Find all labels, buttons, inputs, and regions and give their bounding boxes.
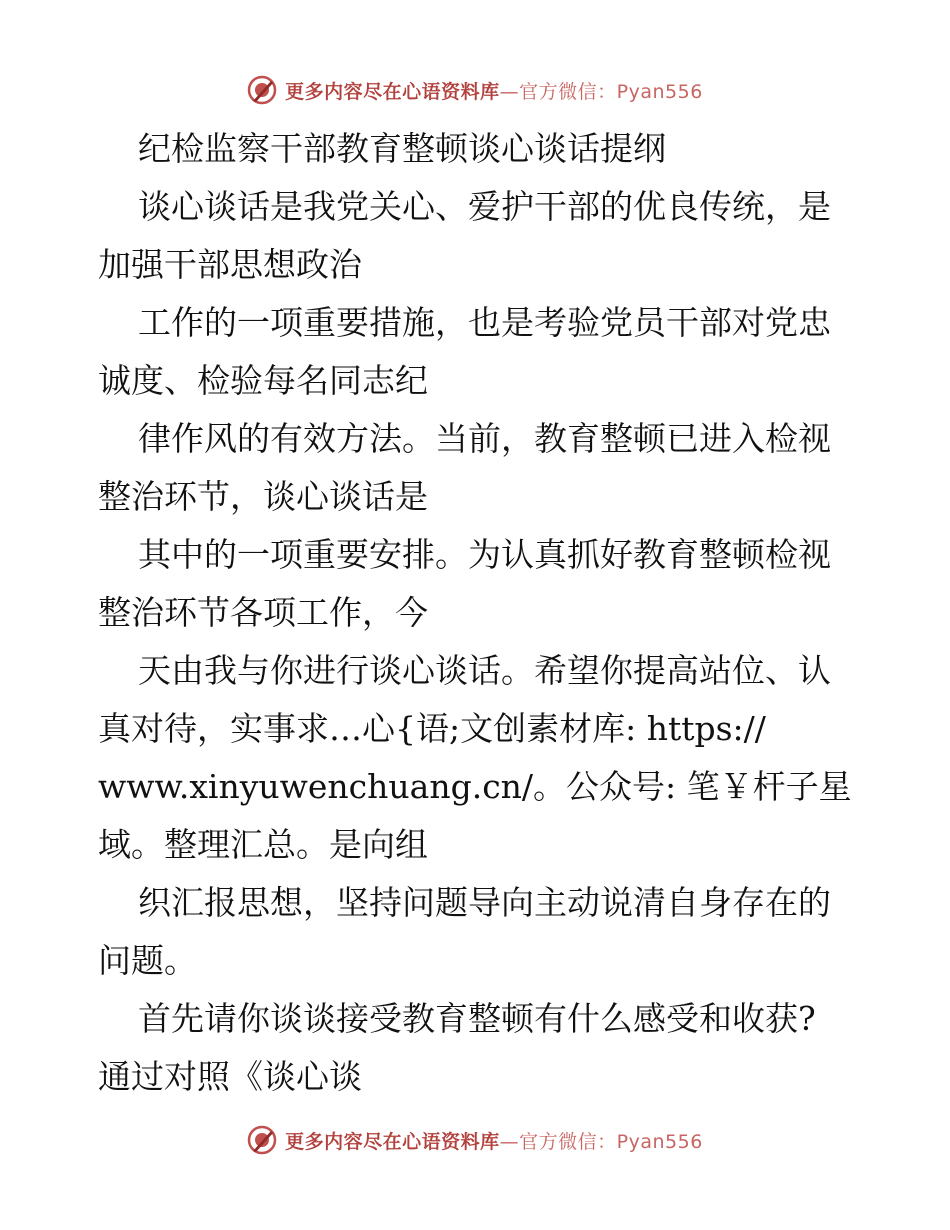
paragraph-line: 加强干部思想政治 <box>98 245 362 284</box>
footer-tail: —官方微信：Pyan556 <box>499 1130 703 1153</box>
paragraph-line: 织汇报思想，坚持问题导向主动说清自身存在的 <box>138 883 831 922</box>
quill-logo-icon <box>247 75 277 105</box>
paragraph-line: 诚度、检验每名同志纪 <box>98 361 428 400</box>
header-lead: 更多内容尽在心语资料库 <box>285 80 500 103</box>
paragraph-line: 整治环节各项工作，今 <box>98 593 428 632</box>
paragraph-line: 天由我与你进行谈心谈话。希望你提高站位、认 <box>138 651 831 690</box>
footer-banner <box>0 1120 950 1160</box>
paragraph-line: 谈心谈话是我党关心、爱护干部的优良传统，是 <box>138 187 831 226</box>
paragraph-line: 律作风的有效方法。当前，教育整顿已进入检视 <box>138 419 831 458</box>
paragraph-line: www.xinyuwenchuang.cn/。公众号: 笔￥杆子星 <box>98 767 852 806</box>
paragraph-line: 问题。 <box>98 941 197 980</box>
document-body <box>98 120 858 1106</box>
paragraph-line: 域。整理汇总。是向组 <box>98 825 428 864</box>
header-text <box>285 77 703 104</box>
paragraph-line: 首先请你谈谈接受教育整顿有什么感受和收获? <box>138 999 816 1038</box>
header-banner <box>0 70 950 110</box>
document-title: 纪检监察干部教育整顿谈心谈话提纲 <box>138 129 666 168</box>
footer-text <box>285 1127 703 1154</box>
header-tail: —官方微信：Pyan556 <box>499 80 703 103</box>
paragraph-line: 通过对照《谈心谈 <box>98 1057 362 1096</box>
paragraph-line: 真对待，实事求…心{语;文创素材库: https:// <box>98 709 766 748</box>
footer-lead: 更多内容尽在心语资料库 <box>285 1130 500 1153</box>
paragraph-line: 工作的一项重要措施，也是考验党员干部对党忠 <box>138 303 831 342</box>
paragraph-line: 其中的一项重要安排。为认真抓好教育整顿检视 <box>138 535 831 574</box>
paragraph-line: 整治环节，谈心谈话是 <box>98 477 428 516</box>
quill-logo-icon <box>247 1125 277 1155</box>
